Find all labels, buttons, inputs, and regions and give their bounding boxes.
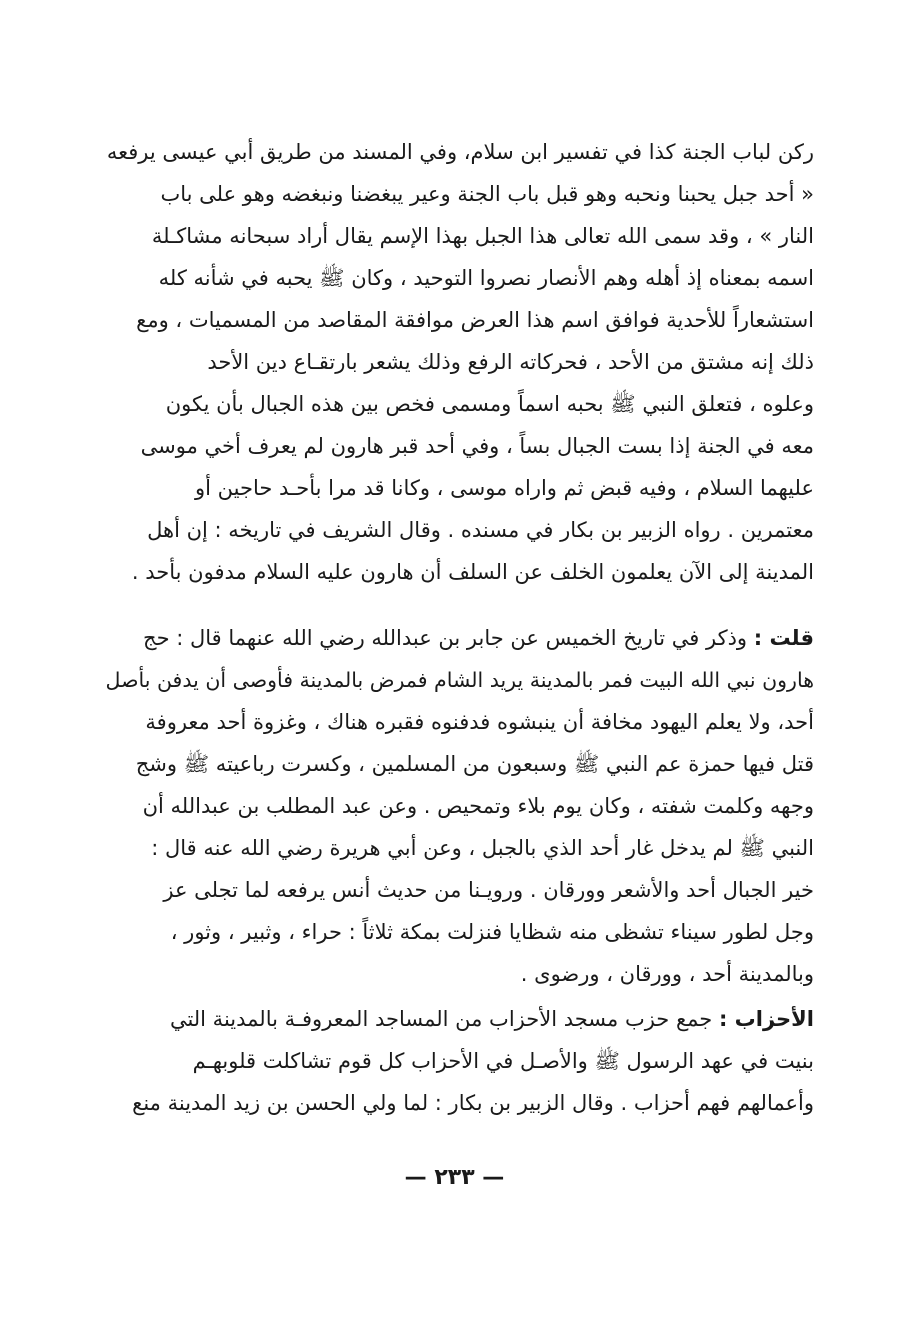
text-line: وجهه وكلمت شفته ، وكان يوم بلاء وتمحيص . وعن عبد المطلب بن عبدالله أن [142, 794, 814, 818]
text-line: عليهما السلام ، وفيه قبض ثم واراه موسى ، وكانا قد مرا بأحـد حاجين أو [195, 476, 814, 500]
text-line: ذلك إنه مشتق من الأحد ، فحركاته الرفع وذلك يشعر بارتقـاع دين الأحد [207, 350, 814, 374]
line-text: وذكر في تاريخ الخميس عن جابر بن عبدالله رضي الله عنهما قال : حج [143, 626, 754, 650]
text-line: وبالمدينة أحد ، وورقان ، ورضوى . [520, 962, 814, 986]
text-line: النبي ﷺ لم يدخل غار أحد الذي بالجبل ، وعن أبي هريرة رضي الله عنه قال : [151, 836, 814, 860]
paragraph-1 [92, 131, 814, 593]
page-number: — ٢٣٣ — [404, 1165, 505, 1190]
paragraph-3 [92, 998, 814, 1124]
text-line: ركن لباب الجنة كذا في تفسير ابن سلام، وفي المسند من طريق أبي عيسى يرفعه [106, 140, 814, 164]
text-line: وعلوه ، فتعلق النبي ﷺ بحبه اسماً ومسمى فخص بين هذه الجبال بأن يكون [165, 392, 814, 416]
text-line: استشعاراً للأحدية فوافق اسم هذا العرض موافقة المقاصد من المسميات ، ومع [136, 308, 814, 332]
text-line: وجل لطور سيناء تشظى منه شظايا فنزلت بمكة ثلاثاً : حراء ، وثبير ، وثور ، [170, 920, 814, 944]
text-line: اسمه بمعناه إذ أهله وهم الأنصار نصروا التوحيد ، وكان ﷺ يحبه في شأنه كله [158, 266, 814, 290]
text-line [92, 617, 814, 659]
text-line: « أحد جبل يحبنا ونحبه وهو قبل باب الجنة وعير يبغضنا ونبغضه وهو على باب [160, 182, 814, 206]
text-line: بنيت في عهد الرسول ﷺ والأصـل في الأحزاب كل قوم تشاكلت قلوبهـم [192, 1049, 814, 1073]
text-line: وأعمالهم فهم أحزاب . وقال الزبير بن بكار : لما ولي الحسن بن زيد المدينة منع [132, 1091, 814, 1115]
paragraph-2 [92, 617, 814, 995]
text-line: خير الجبال أحد والأشعر وورقان . ورويـنا من حديث أنس يرفعه لما تجلى عز [163, 878, 814, 902]
paragraph-lead: الأحزاب : [718, 1007, 814, 1031]
text-line [92, 998, 814, 1040]
text-line: هارون نبي الله البيت فمر بالمدينة يريد الشام فمرض بالمدينة فأوصى أن يدفن بأصل [105, 668, 814, 692]
text-line: معه في الجنة إذا بست الجبال بساً ، وفي أحد قبر هارون لم يعرف أخي موسى [140, 434, 814, 458]
paragraph-lead: قلت : [753, 626, 814, 650]
text-line: معتمرين . رواه الزبير بن بكار في مسنده . وقال الشريف في تاريخه : إن أهل [147, 518, 814, 542]
text-line: النار » ، وقد سمى الله تعالى هذا الجبل بهذا الإسم يقال أراد سبحانه مشاكـلة [151, 224, 814, 248]
text-line: أحد، ولا يعلم اليهود مخافة أن ينبشوه فدفنوه فقبره هناك ، وغزوة أحد معروفة [145, 710, 814, 734]
text-line: قتل فيها حمزة عم النبي ﷺ وسبعون من المسلمين ، وكسرت رباعيته ﷺ وشج [135, 752, 814, 776]
line-text: جمع حزب مسجد الأحزاب من المساجد المعروفـة بالمدينة التي [169, 1007, 719, 1031]
text-line: المدينة إلى الآن يعلمون الخلف عن السلف أن هارون عليه السلام مدفون بأحد . [131, 560, 814, 584]
